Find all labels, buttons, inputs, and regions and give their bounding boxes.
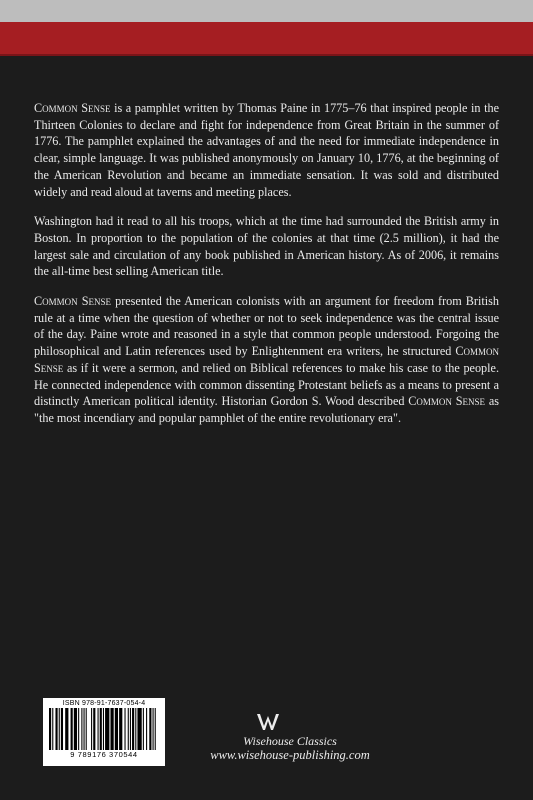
barcode-bar (84, 708, 85, 750)
barcode-bar (155, 708, 156, 750)
isbn-barcode (43, 698, 165, 766)
barcode-bar (153, 708, 154, 750)
paragraph-text: is a pamphlet written by Thomas Paine in 1775–76 that inspired people in the Thirteen Colonies to declare and fight for independence from Great Britain in the summer of 1776. The pamphlet explained the advantages of and the need for immediate independence in clear, simple language. It was published anonymously on January 10, 1776, at the beginning of the American Revolution and became an immediate sensation. It was sold and distributed widely and read aloud at taverns and meeting places. (34, 101, 499, 199)
barcode-bar (61, 708, 63, 750)
barcode-bar (81, 708, 82, 750)
barcode-bar (119, 708, 122, 750)
barcode-bar (124, 708, 125, 750)
isbn-number: ISBN 978-91-7637-054-4 (62, 700, 146, 707)
barcode-bar (52, 708, 53, 750)
barcode-bar (65, 708, 68, 750)
barcode-bar (115, 708, 118, 750)
publisher-website: www.wisehouse-publishing.com (210, 748, 370, 762)
barcode-bar (146, 708, 147, 750)
blurb-paragraph-3 (34, 293, 499, 427)
blurb-paragraph-2: Washington had it read to all his troops, which at the time had surrounded the British army in Boston. In proportion to the population of the colonies at that time (2.5 million), it had the largest sale and circulation of any book published in American history. As of 2006, it remains the all-time best selling American title. (34, 214, 499, 279)
red-header-band (0, 22, 533, 56)
barcode-bar (49, 708, 51, 750)
barcode-bar (74, 708, 77, 750)
barcode-bar (143, 708, 144, 750)
barcode-bars (48, 708, 160, 750)
barcode-bar (93, 708, 95, 750)
barcode-bar (100, 708, 102, 750)
paragraph-text: presented the American colonists with an argument for freedom from British rule at a time when the question of whether or not to seek independence was the central issue of the day. Paine wrote and reasoned in a style that common people understood. Forgoing the philosophical and Latin references used by Enlightenment era writers, he structured (34, 294, 499, 359)
barcode-bar (132, 708, 134, 750)
barcode-bar (78, 708, 79, 750)
barcode-bar (71, 708, 73, 750)
barcode-bar (128, 708, 129, 750)
barcode-bar (86, 708, 87, 750)
barcode-bar (137, 708, 141, 750)
book-title: Common Sense (34, 294, 112, 309)
barcode-bar (91, 708, 92, 750)
blurb-paragraph-1 (34, 100, 499, 200)
barcode-bar (59, 708, 60, 750)
w-monogram-icon (255, 712, 281, 732)
paragraph-text: as "the most incendiary and popular pamphlet of the entire revolutionary era". (34, 394, 499, 425)
barcode-bar (55, 708, 57, 750)
barcode-bar (149, 708, 151, 750)
barcode-bar (110, 708, 113, 750)
barcode-bar (130, 708, 131, 750)
book-title: Common Sense (34, 344, 499, 375)
top-gray-strip (0, 0, 533, 22)
paragraph-text: as if it were a sermon, and relied on Biblical references to make his case to the people. He connected independence with common dissenting Protestant beliefs as a means to present a distinctly American political identity. Historian Gordon S. Wood described (34, 360, 499, 409)
barcode-bar (98, 708, 99, 750)
book-title: Common Sense (34, 101, 111, 115)
publisher-name: Wisehouse Classics (243, 734, 337, 748)
barcode-bar (105, 708, 109, 750)
barcode-bar (135, 708, 136, 750)
back-cover-blurb (34, 100, 499, 440)
book-title: Common Sense (408, 394, 486, 409)
barcode-bar (103, 708, 104, 750)
barcode-digits: 9 789176 370544 (70, 750, 138, 759)
